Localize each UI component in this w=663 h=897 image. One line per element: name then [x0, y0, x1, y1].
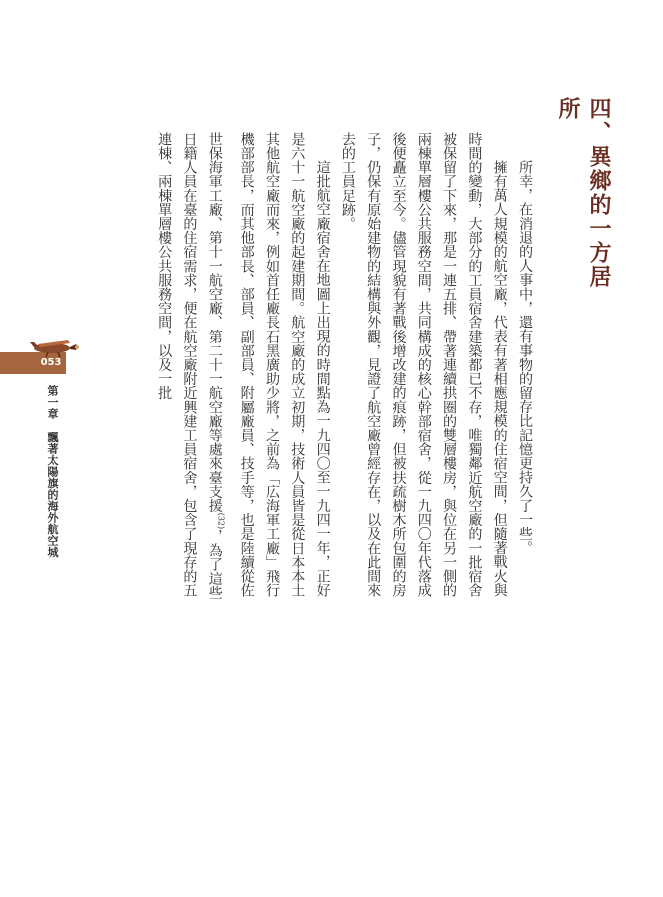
- body-text: [151, 132, 537, 602]
- paragraph-3-part-2: ，為了這些日籍人員在臺的住宿需求，便在航空廠附近興建工員宿舍，包含了現存的五連棟、兩棟單層樓公共服務空間，以及一批: [156, 132, 223, 600]
- section-heading: 四、異鄉的一方居所: [555, 97, 611, 289]
- paragraph-3-part-1: 這批航空廠宿舍在地圖上出現的時間點為一九四〇至一九四一年，正好是六十一航空廠的起建期間。航空廠的成立初期，技術人員皆是從日本本土其他航空廠而來，例如首任廠長石黑廣助少將，之前為「広海軍工廠」飛行機部部長，而其他部長、部員、副部員、附屬廠員、技手等，也是陸續從佐世保海軍工廠、第十一航空廠、第二十一航空廠等處來臺支援: [206, 132, 331, 598]
- paragraph-1: 所幸，在消退的人事中，還有事物的留存比記憶更持久了一些。: [517, 160, 533, 555]
- page-number: 053: [40, 357, 62, 368]
- chapter-label: 第一章: [46, 385, 59, 420]
- paragraph-3: [151, 132, 335, 602]
- chapter-title: 飄著太陽旗的海外航空城: [46, 431, 59, 558]
- footnote-marker: (32): [216, 512, 226, 530]
- paragraph-2: 擁有萬人規模的航空廠，代表有著相應規模的住宿空間，但隨著戰火與時間的變動，大部分的工員宿舍建築都已不存，唯獨鄰近航空廠的一批宿舍被保留了下來，那是一連五排、帶著連續拱圈的雙層樓房，與位在另一側的兩棟單層樓公共服務空間，共同構成的核心幹部宿舍，從一九四〇年代落成後便矗立至今。儘管現貌有著戰後增改建的痕跡，但被扶疏樹木所包圍的房子，仍保有原始建物的結構與外觀，見證了航空廠曾經存在，以及在此間來去的工員足跡。: [339, 132, 508, 598]
- chapter-running-head: [44, 385, 60, 558]
